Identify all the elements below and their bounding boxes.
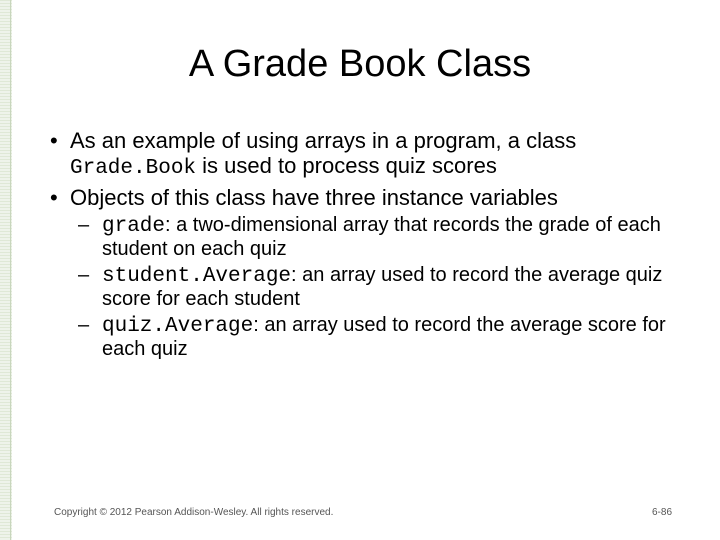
sub-bullet-text: : a two-dimensional array that records the grade of each student on each quiz	[102, 214, 661, 260]
code-term: quiz.Average	[102, 315, 254, 338]
page-number: 6-86	[652, 507, 673, 518]
bullet-text: is used to process quiz scores	[196, 153, 497, 178]
sub-bullet-item	[78, 264, 690, 311]
dash-marker: –	[78, 264, 90, 286]
sub-bullet-text: : an array used to record the average quiz score for each student	[102, 264, 663, 310]
code-term: student.Average	[102, 265, 292, 288]
code-term: grade	[102, 215, 166, 238]
sub-bullet-text: : an array used to record the average score for each quiz	[102, 314, 666, 360]
sub-bullet-item	[78, 314, 690, 361]
bullet-text: As an example of using arrays in a program, a class	[70, 128, 577, 153]
dash-marker: –	[78, 314, 90, 336]
bullet-item-1	[50, 128, 690, 181]
bullet-item-2	[50, 185, 690, 210]
copyright-footer: Copyright © 2012 Pearson Addison-Wesley. All rights reserved.	[54, 507, 334, 518]
slide-title: A Grade Book Class	[188, 43, 532, 85]
code-term: Grade.Book	[70, 157, 197, 180]
bullet-text: Objects of this class have three instance variables	[70, 185, 558, 210]
bullet-marker: •	[50, 185, 58, 210]
slide-content	[50, 128, 690, 364]
sub-bullet-list	[50, 214, 690, 361]
dash-marker: –	[78, 214, 90, 236]
sub-bullet-item	[78, 214, 690, 261]
bullet-marker: •	[50, 128, 58, 153]
